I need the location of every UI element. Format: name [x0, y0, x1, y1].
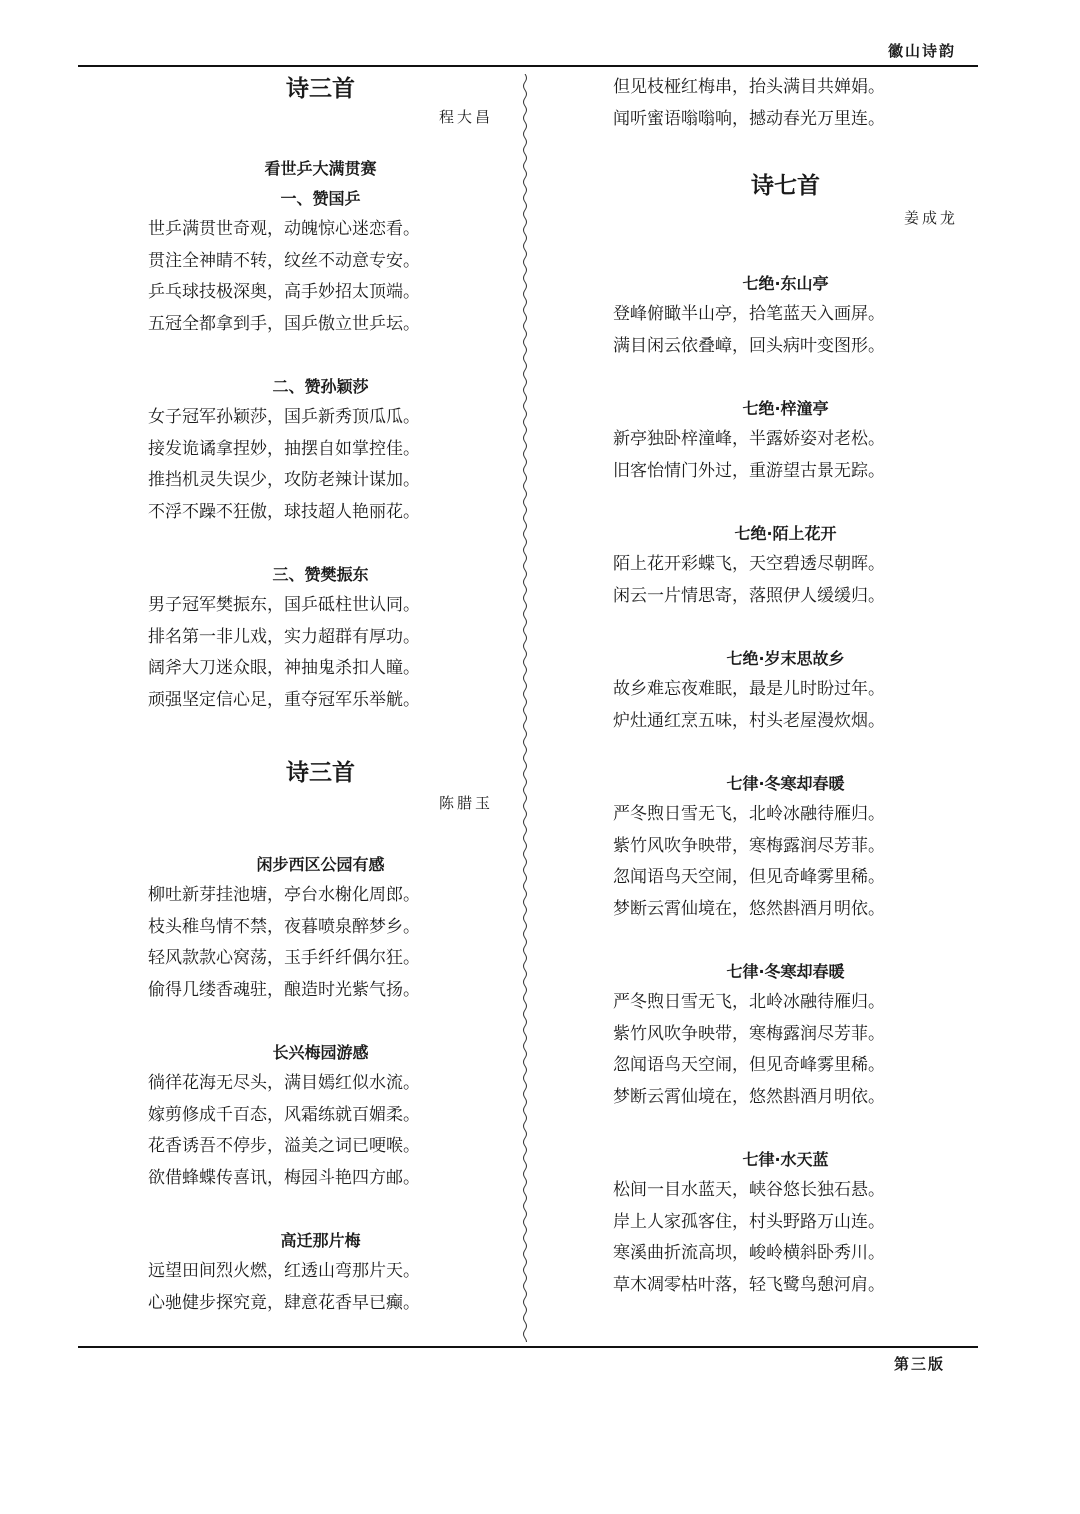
poem-title: 高迁那片梅 — [280, 1231, 361, 1250]
poem-author: 陈腊玉 — [438, 794, 493, 812]
poem-line: 忽闻语鸟天空闹，但见奇峰雾里稀。 — [613, 867, 885, 887]
poem-title: 二、赞孙颖莎 — [272, 377, 369, 396]
poem-line: 五冠全都拿到手，国乒傲立世乒坛。 — [148, 313, 420, 334]
poem-line: 顽强坚定信心足，重夺冠军乐举觥。 — [148, 689, 420, 710]
poem-line: 紫竹风吹争映带，寒梅露润尽芳菲。 — [613, 835, 885, 856]
poem-line: 花香诱吾不停步，溢美之词已哽喉。 — [148, 1136, 420, 1156]
poem-line: 柳吐新芽挂池塘，亭台水榭化周郎。 — [148, 885, 420, 905]
poem-title: 闲步西区公园有感 — [256, 855, 385, 874]
poem-line: 登峰俯瞰半山亭，拾笔蓝天入画屏。 — [613, 304, 885, 324]
poem-line: 偷得几缕香魂驻，酿造时光紫气扬。 — [148, 979, 420, 1000]
poem-line: 徜徉花海无尽头，满目嫣红似水流。 — [148, 1073, 420, 1093]
top-rule — [78, 65, 978, 67]
page-number: 第三版 — [893, 1355, 945, 1373]
poem-line: 不浮不躁不狂傲，球技超人艳丽花。 — [148, 501, 420, 522]
poem-title: 七绝·岁末思故乡 — [726, 649, 845, 668]
left-column — [148, 72, 493, 1319]
poem-group — [148, 756, 493, 1319]
poem-line: 旧客怡情门外过，重游望古景无踪。 — [613, 460, 885, 481]
poem-author: 程大昌 — [438, 108, 493, 126]
poem-line: 忽闻语鸟天空闹，但见奇峰雾里稀。 — [613, 1055, 885, 1075]
poem-line: 满目闲云依叠嶂，回头病叶变图形。 — [613, 335, 885, 356]
page-header-title: 徽山诗韵 — [887, 42, 956, 60]
poem-title: 七绝·东山亭 — [742, 274, 829, 293]
poem-author: 姜成龙 — [903, 209, 958, 227]
poem-group — [148, 72, 493, 716]
poem-line: 远望田间烈火燃，红透山弯那片天。 — [148, 1261, 420, 1281]
right-column — [613, 72, 958, 1301]
poem-line: 梦断云霄仙境在，悠然斟酒月明依。 — [613, 898, 885, 919]
poem-group-title: 诗三首 — [286, 76, 355, 102]
poem-title: 一、赞国乒 — [280, 189, 361, 208]
poem-line: 草木凋零枯叶落，轻飞鹭鸟憩河肩。 — [613, 1274, 885, 1295]
poem-line: 排名第一非儿戏，实力超群有厚功。 — [148, 626, 420, 647]
poem-line: 推挡机灵失误少，攻防老辣计谋加。 — [148, 470, 420, 490]
poem-line: 梦断云霄仙境在，悠然斟酒月明依。 — [613, 1086, 885, 1107]
poem-title: 七绝·陌上花开 — [734, 524, 837, 543]
poem-title: 七律·水天蓝 — [742, 1150, 829, 1169]
poem-line-continued: 闻听蜜语嗡嗡响，撼动春光万里连。 — [613, 108, 885, 129]
poem-line: 严冬煦日雪无飞，北岭冰融待雁归。 — [613, 992, 885, 1012]
poem-line-continued: 但见枝桠红梅串，抬头满目共婵娟。 — [613, 77, 885, 97]
poem-line: 故乡难忘夜难眠，最是儿时盼过年。 — [613, 679, 885, 699]
poem-line: 紫竹风吹争映带，寒梅露润尽芳菲。 — [613, 1023, 885, 1044]
poem-line: 心驰健步探究竟，肆意花香早已癫。 — [148, 1292, 420, 1313]
poem-line: 炉灶通红烹五味，村头老屋漫炊烟。 — [613, 710, 885, 731]
poem-line: 陌上花开彩蝶飞，天空碧透尽朝晖。 — [613, 554, 885, 574]
poem-line: 枝头稚鸟情不禁，夜暮喷泉醉梦乡。 — [148, 916, 420, 937]
poem-series-title: 看世乒大满贯赛 — [264, 159, 377, 178]
poem-line: 闲云一片情思寄，落照伊人缓缓归。 — [613, 585, 885, 606]
poem-title: 七律·冬寒却春暖 — [726, 962, 845, 981]
poem-title: 七绝·梓潼亭 — [742, 399, 829, 418]
poem-line: 欲借蜂蝶传喜讯，梅园斗艳四方邮。 — [148, 1167, 420, 1188]
poem-line: 男子冠军樊振东，国乒砥柱世认同。 — [148, 595, 420, 615]
poem-line: 世乒满贯世奇观，动魄惊心迷恋看。 — [148, 219, 420, 239]
poem-line: 严冬煦日雪无飞，北岭冰融待雁归。 — [613, 804, 885, 824]
poem-line: 接发诡谲拿捏妙，抽摆自如掌控佳。 — [148, 438, 420, 459]
poem-line: 阔斧大刀迷众眼，神抽鬼杀扣人瞳。 — [148, 658, 420, 678]
poem-line: 轻风款款心窝荡，玉手纤纤偶尔狂。 — [148, 948, 420, 968]
poem-line: 寒溪曲折流高坝，峻岭横斜卧秀川。 — [613, 1243, 885, 1263]
poem-group-title: 诗三首 — [286, 760, 355, 786]
poem-line: 岸上人家孤客住，村头野路万山连。 — [613, 1211, 885, 1232]
poem-group-title: 诗七首 — [751, 173, 820, 199]
bottom-rule — [78, 1346, 978, 1348]
poem-line: 乒乓球技极深奥，高手妙招太顶端。 — [148, 282, 420, 302]
poem-title: 七律·冬寒却春暖 — [726, 774, 845, 793]
poem-title: 长兴梅园游感 — [272, 1043, 369, 1062]
poem-line: 贯注全神睛不转，纹丝不动意专安。 — [148, 250, 420, 271]
poem-line: 女子冠军孙颖莎，国乒新秀顶瓜瓜。 — [148, 407, 420, 427]
poem-title: 三、赞樊振东 — [272, 565, 369, 584]
column-divider — [518, 74, 532, 1342]
poem-line: 松间一目水蓝天，峡谷悠长独石悬。 — [613, 1180, 885, 1200]
poem-line: 新亭独卧梓潼峰，半露娇姿对老松。 — [613, 429, 885, 449]
poem-line: 嫁剪修成千百态，风霜练就百媚柔。 — [148, 1104, 420, 1125]
